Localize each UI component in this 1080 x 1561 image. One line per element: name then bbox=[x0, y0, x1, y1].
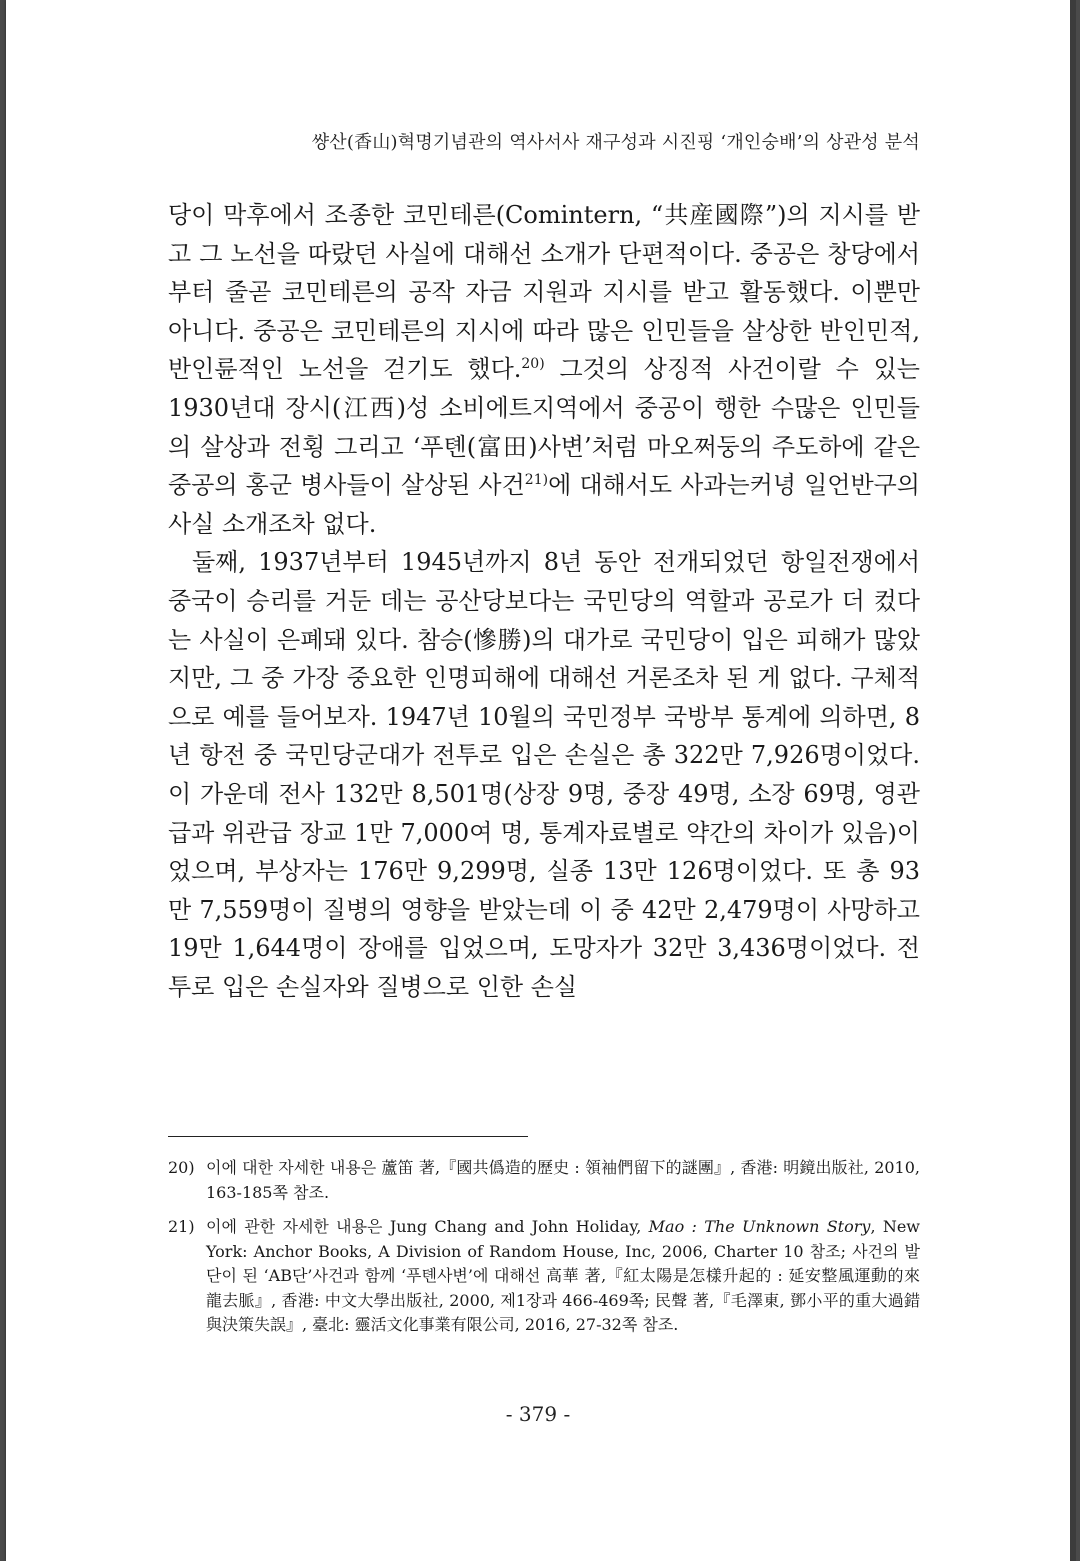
paragraph-1 bbox=[168, 196, 920, 543]
paragraph-1-part-a: 당이 막후에서 조종한 코민테른(Comintern, “共産國際”)의 지시를 받고 그 노선을 따랐던 사실에 대해선 소개가 단편적이다. 중공은 창당에서부터 줄곧 코민테른의 공작 자금 지원과 지시를 받고 활동했다. 이뿐만 아니다. 중공은 코민테른의 지시에 따라 많은 인민들을 살상한 반인민적, 반인륜적인 노선을 걷기도 했다. bbox=[168, 201, 920, 384]
footnote-21 bbox=[168, 1215, 920, 1338]
book-title-italic: Mao : The Unknown Story bbox=[648, 1217, 871, 1236]
page-number: - 379 - bbox=[505, 1402, 571, 1426]
footnote-20 bbox=[168, 1156, 920, 1205]
footnote-text-part-b: , New York: Anchor Books, A Division of Random House, Inc, 2006, Charter 10 참조; 사건의 발단이 된 ‘AB단’사건과 함께 ‘푸톈사변’에 대해선 高華 著,『紅太陽是怎樣升起的 : 延安整風運動的來龍去脈』, 香港: 中文大學出版社, 2000, 제1장과 466-469쪽; 民聲 著,『毛澤東, 鄧小平的重大過錯與決策失誤』, 臺北: 靈活文化事業有限公司, 2016, 27-32쪽 참조. bbox=[206, 1217, 921, 1334]
footnote-ref-20[interactable]: 20) bbox=[521, 356, 545, 373]
footnote-number: 21) bbox=[168, 1217, 195, 1236]
footnote-ref-21[interactable]: 21) bbox=[524, 472, 549, 489]
document-page bbox=[6, 0, 1070, 1561]
footnotes bbox=[168, 1156, 920, 1348]
footnote-divider bbox=[168, 1136, 528, 1137]
body-text bbox=[168, 196, 920, 1006]
footnote-text bbox=[206, 1215, 920, 1338]
footnote-number: 20) bbox=[168, 1158, 195, 1177]
paragraph-1-part-b: 그것의 상징적 사건이랄 수 있는 1930년대 장시(江西)성 소비에트지역에서 중공이 행한 수많은 인민들의 살상과 전횡 그리고 ‘푸톈(富田)사변’처럼 마오쩌둥의 주도하에 같은 중공의 홍군 병사들이 살상된 사건 bbox=[168, 355, 920, 500]
paragraph-2: 둘째, 1937년부터 1945년까지 8년 동안 전개되었던 항일전쟁에서 중국이 승리를 거둔 데는 공산당보다는 국민당의 역할과 공로가 더 컸다는 사실이 은폐돼 있다. 참승(慘勝)의 대가로 국민당이 입은 피해가 많았지만, 그 중 가장 중요한 인명피해에 대해선 거론조차 된 게 없다. 구체적으로 예를 들어보자. 1947년 10월의 국민정부 국방부 통계에 의하면, 8년 항전 중 국민당군대가 전투로 입은 손실은 총 322만 7,926명이었다. 이 가운데 전사 132만 8,501명(상장 9명, 중장 49명, 소장 69명, 영관급과 위관급 장교 1만 7,000여 명, 통계자료별로 약간의 차이가 있음)이었으며, 부상자는 176만 9,299명, 실종 13만 126명이었다. 또 총 93만 7,559명이 질병의 영향을 받았는데 이 중 42만 2,479명이 사망하고 19만 1,644명이 장애를 입었으며, 도망자가 32만 3,436명이었다. 전투로 입은 손실자와 질병으로 인한 손실 bbox=[168, 548, 920, 1001]
paragraph-1-part-c: 에 대해서도 사과는커녕 일언반구의 사실 소개조차 없다. bbox=[168, 471, 920, 538]
running-header: 썅산(香山)혁명기념관의 역사서사 재구성과 시진핑 ‘개인숭배’의 상관성 분석 bbox=[311, 132, 920, 153]
footnote-text-part-a: 이에 관한 자세한 내용은 Jung Chang and John Holiday, bbox=[206, 1217, 649, 1236]
footnote-text: 이에 대한 자세한 내용은 蘆笛 著,『國共僞造的歷史 : 領袖們留下的謎團』, 香港: 明鏡出版社, 2010, 163-185쪽 참조. bbox=[206, 1158, 920, 1202]
